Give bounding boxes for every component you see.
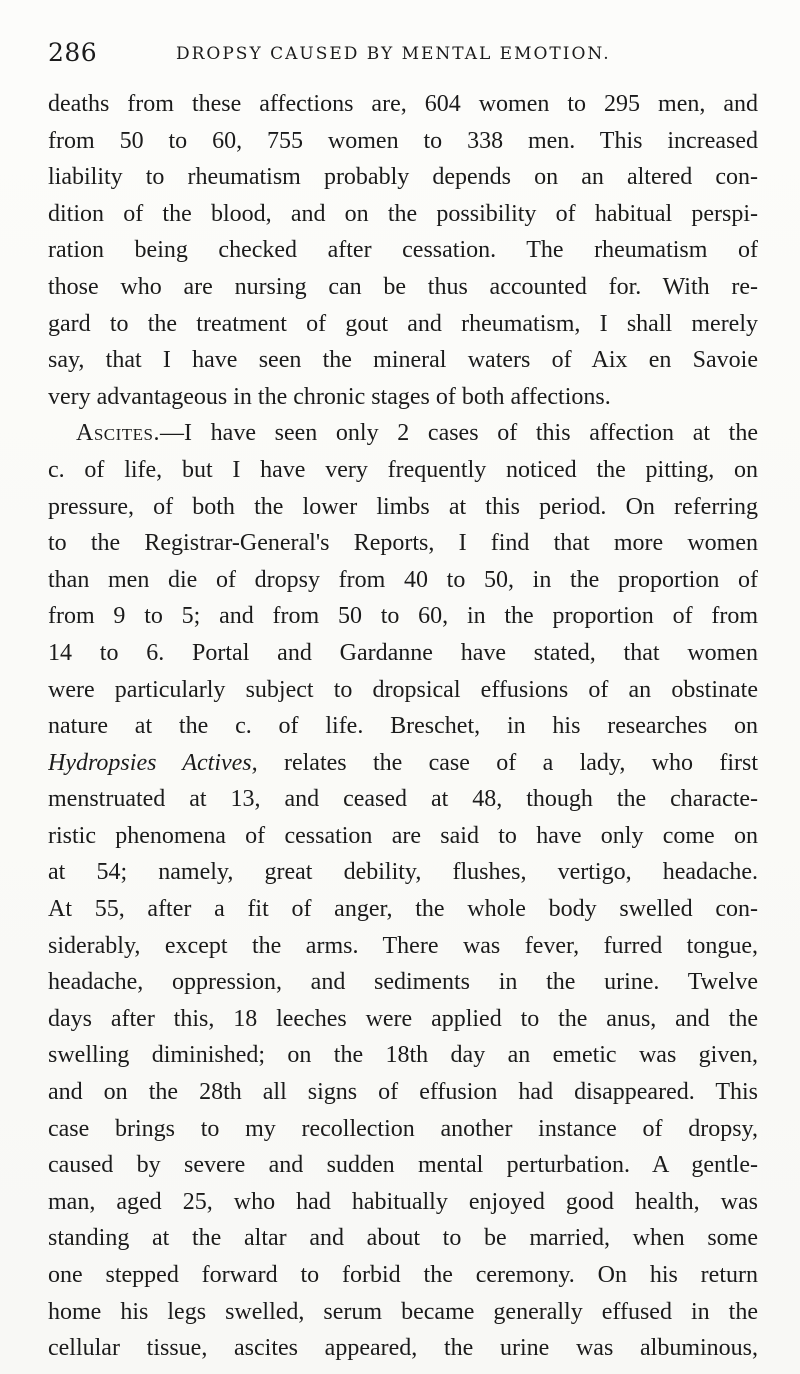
text-line: case brings to my recollection another instance of dropsy, [48,1115,758,1142]
text-line: to the Registrar-General's Reports, I find that more women [48,530,758,557]
paragraph-ascites-first-line [48,415,758,452]
text-line: dition of the blood, and on the possibility of habitual perspi- [48,200,758,227]
running-title: DROPSY CAUSED BY MENTAL EMOTION. [176,44,611,64]
text-line: home his legs swelled, serum became generally effused in the [48,1298,758,1325]
text-line: say, that I have seen the mineral waters of Aix en Savoie [48,347,758,374]
book-title-hydropsies-actives: Hydropsies Actives, [48,749,258,776]
text-line: At 55, after a fit of anger, the whole body swelled con- [48,896,758,923]
text-line: c. of life, but I have very frequently noticed the pitting, on [48,456,758,483]
text-line: 14 to 6. Portal and Gardanne have stated, that women [48,639,758,666]
body-text [48,86,758,1367]
section-heading-ascites: Ascites. [76,420,161,447]
text-line: those who are nursing can be thus accounted for. With re- [48,273,758,300]
text-line: one stepped forward to forbid the ceremony. On his return [48,1262,758,1288]
ascites-line-text: —I have seen only 2 cases of this affection at the [160,420,758,447]
text-line: man, aged 25, who had habitually enjoyed good health, was [48,1188,758,1215]
text-line: nature at the c. of life. Breschet, in his researches on [48,713,758,740]
text-line: from 9 to 5; and from 50 to 60, in the proportion of from [48,603,758,630]
hydropsies-line [48,745,758,782]
text-line: ration being checked after cessation. The rheumatism of [48,237,758,264]
running-head [48,36,758,70]
hydropsies-line-text: relates the case of a lady, who first [257,749,758,776]
text-line: cellular tissue, ascites appeared, the urine was albuminous, [48,1335,758,1362]
page-number: 286 [48,38,98,67]
text-line: from 50 to 60, 755 women to 338 men. This increased [48,127,758,154]
text-line: were particularly subject to dropsical effusions of an obstinate [48,676,758,703]
text-line: deaths from these affections are, 604 women to 295 men, and [48,91,758,117]
text-line: caused by severe and sudden mental perturbation. A gentle- [48,1152,758,1179]
text-line: ristic phenomena of cessation are said to have only come on [48,822,758,849]
text-line: siderably, except the arms. There was fever, furred tongue, [48,932,758,959]
text-line: at 54; namely, great debility, flushes, vertigo, headache. [48,859,758,886]
text-line: standing at the altar and about to be married, when some [48,1225,758,1252]
text-line: menstruated at 13, and ceased at 48, though the characte- [48,786,758,813]
text-line: than men die of dropsy from 40 to 50, in the proportion of [48,566,758,593]
text-line: headache, oppression, and sediments in the urine. Twelve [48,969,758,996]
text-line: liability to rheumatism probably depends on an altered con- [48,164,758,191]
text-line: and on the 28th all signs of effusion had disappeared. This [48,1079,758,1106]
text-line: days after this, 18 leeches were applied to the anus, and the [48,1005,758,1032]
text-line: very advantageous in the chronic stages of both affections. [48,383,611,410]
text-line: gard to the treatment of gout and rheumatism, I shall merely [48,310,758,337]
text-line: pressure, of both the lower limbs at this period. On referring [48,493,758,520]
text-line: swelling diminished; on the 18th day an emetic was given, [48,1042,758,1069]
